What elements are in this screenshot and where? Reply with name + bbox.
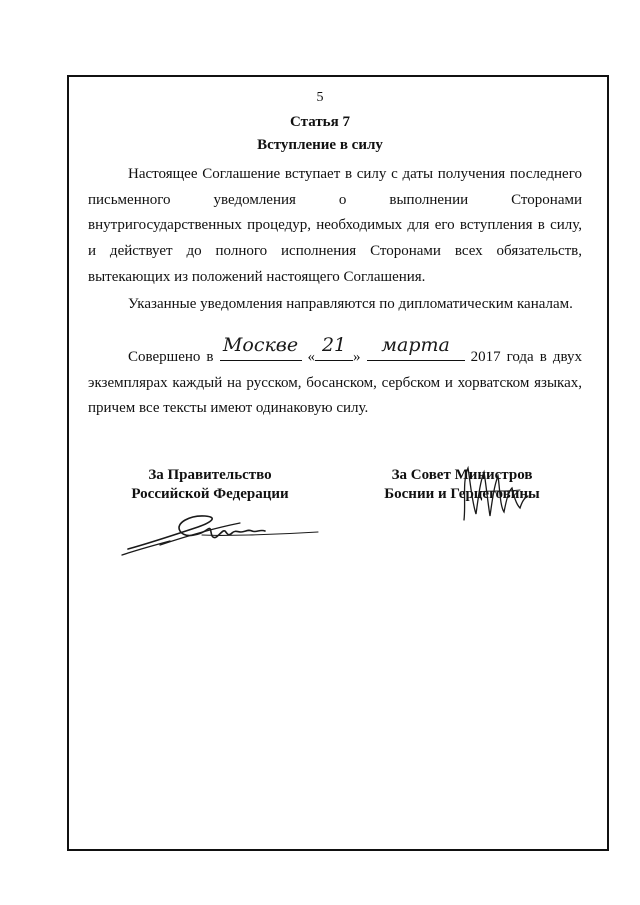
article-subtitle: Вступление в силу bbox=[257, 137, 383, 153]
page-number: 5 bbox=[316, 90, 324, 105]
day-handwritten: 21 bbox=[321, 334, 347, 356]
signatory-bih-line1: За Совет Министров bbox=[391, 467, 533, 483]
signatory-russia bbox=[115, 466, 305, 504]
city-handwritten: Москве bbox=[222, 334, 299, 356]
signature-russia-icon bbox=[120, 505, 325, 560]
day-blank bbox=[315, 334, 353, 361]
paragraph-2-text: Указанные уведомления направляются по дипломатическим каналам. bbox=[128, 296, 573, 312]
signatory-russia-line1: За Правительство bbox=[148, 467, 272, 483]
paragraph-done-at bbox=[88, 334, 583, 422]
done-prefix: Совершено в bbox=[128, 349, 214, 365]
signature-bih-icon bbox=[450, 462, 540, 524]
paragraph-1-text: Настоящее Соглашение вступает в силу с даты получения последнего письменного уведомления о выполнении Сторонами внутригосударственных процедур, необходимых для его вступления в силу, и действует до полного исполнения Сторонами всех обязательств, вытекающих из положений настоящего Соглашения. bbox=[88, 166, 582, 285]
month-handwritten: марта bbox=[381, 334, 450, 356]
signatory-russia-line2: Российской Федерации bbox=[131, 486, 289, 502]
article-title: Статья 7 bbox=[290, 114, 350, 130]
month-blank bbox=[367, 334, 465, 361]
paragraph-notifications bbox=[88, 292, 582, 318]
signatory-bih-line2: Боснии и Герцеговины bbox=[384, 486, 540, 502]
city-blank bbox=[220, 334, 302, 361]
done-suffix: 2017 года в двух экземплярах каждый на русском, босанском, сербском и хорватском языках, причем все тексты имеют одинаковую силу. bbox=[88, 349, 583, 417]
quote-open: « bbox=[307, 349, 316, 365]
paragraph-entry-into-force bbox=[88, 162, 582, 291]
quote-close: » bbox=[353, 349, 361, 365]
